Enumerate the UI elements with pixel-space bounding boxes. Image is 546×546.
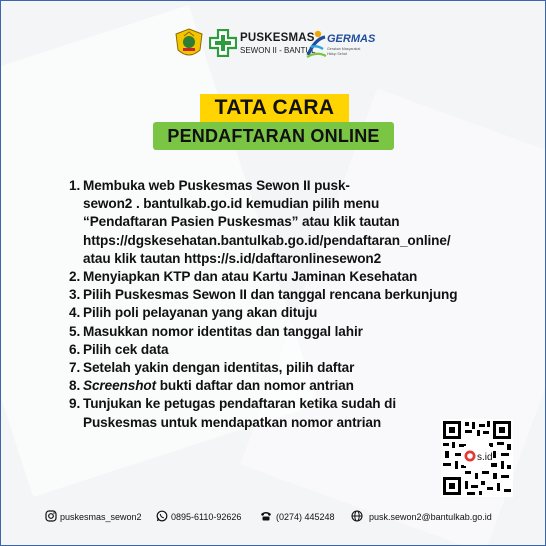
phone-number[interactable]: (0274) 445248 [276,512,335,522]
title-line-2: PENDAFTARAN ONLINE [153,122,394,150]
step-item: 7. Setelah yakin dengan identitas, pilih daftar [69,360,355,376]
instagram-handle[interactable]: puskesmas_sewon2 [60,512,142,522]
link-sid: atau klik tautan https://s.id/daftaronlinesewon2 [83,250,382,266]
step-item: 6. Pilih cek data [69,341,169,357]
step-item: 1. Membuka web Puskesmas Sewon II pusk- sewon2 . bantulkab.go.id kemudian pilih menu “Pendaftaran Pasien Puskesmas” atau klik tautan https://dgskesehatan.bantulkab.go.id/pendaftaran_online/ atau klik tautan https://s.id/daftaronlinesewon2 [69,178,451,266]
step-item: 3. Pilih Puskesmas Sewon II dan tanggal rencana berkunjung [69,287,458,303]
germas-tagline: Gerakan Masyarakat Hidup Sehat [327,47,361,56]
phone-icon [260,510,272,522]
org-subname: SEWON II - BANTUL [240,46,316,55]
logo-bar [1,25,546,65]
germas-name: GERMAS [327,33,376,45]
qr-code-icon[interactable] [441,419,513,497]
step-item: 9. Tunjukan ke petugas pendaftaran ketika sudah di Puskesmas untuk mendapatkan nomor antrian [69,396,397,430]
puskesmas-cross-icon [209,29,237,57]
step-item: 8. Screenshot bukti daftar dan nomor antrian [69,378,354,394]
steps-list [69,177,499,432]
step-item: 2. Menyiapkan KTP dan atau Kartu Jaminan Kesehatan [69,269,418,285]
instagram-icon [45,510,57,522]
email-address[interactable]: pusk.sewon2@bantulkab.go.id [369,512,492,522]
whatsapp-number[interactable]: 0895-6110-92626 [171,512,242,522]
link-dgskesehatan: https://dgskesehatan.bantulkab.go.id/pendaftaran_online/ [83,232,451,248]
step-item: 5. Masukkan nomor identitas dan tanggal lahir [69,323,363,339]
title-line-1: TATA CARA [200,94,349,122]
regency-seal-icon [174,28,204,60]
whatsapp-icon [156,510,168,522]
contact-footer [1,506,546,530]
qr-label: s.id [477,452,493,463]
germas-figure-icon [305,29,327,59]
globe-icon [351,510,363,522]
org-name: PUSKESMAS [240,32,315,44]
step-item: 4. Pilih poli pelayanan yang akan dituju [69,305,318,321]
